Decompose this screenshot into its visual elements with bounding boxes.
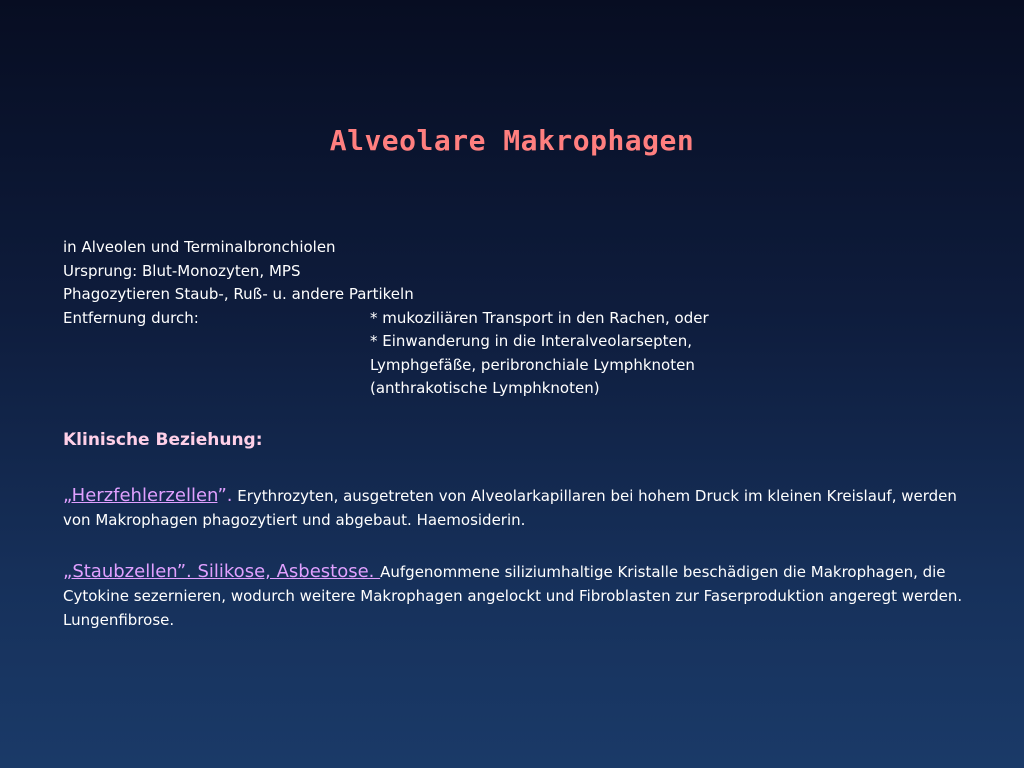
text-line: in Alveolen und Terminalbronchiolen <box>63 238 336 256</box>
paragraph-text: Erythrozyten, ausgetreten von Alveolarkapillaren bei hohem Druck im kleinen Kreislauf, werden von Makrophagen phagozytiert und abgebaut. Haemosiderin. <box>63 487 957 529</box>
text-line: Phagozytieren Staub-, Ruß- u. andere Partikeln <box>63 285 414 303</box>
removal-option-2-note: (anthrakotische Lymphknoten) <box>370 379 600 397</box>
removal-label: Entfernung durch: <box>63 308 199 327</box>
content-block <box>63 236 963 401</box>
herzfehlerzellen-link-tail: ”. <box>217 485 233 506</box>
removal-option-2-cont: Lymphgefäße, peribronchiale Lymphknoten <box>370 355 695 374</box>
section-heading: Klinische Beziehung: <box>63 430 263 450</box>
paragraph-herzfehlerzellen <box>63 484 963 532</box>
paragraph-staubzellen <box>63 560 963 632</box>
removal-row <box>63 307 963 331</box>
removal-option-2: * Einwanderung in die Interalveolarsepten, <box>370 332 693 350</box>
paragraph-text: Aufgenommene siliziumhaltige Kristalle beschädigen die Makrophagen, die Cytokine sezernieren, wodurch weitere Makrophagen angelockt und Fibroblasten zur Faserproduktion angeregt werden. Lungenfibrose. <box>63 563 963 629</box>
removal-option-1: * mukoziliären Transport in den Rachen, oder <box>370 308 709 327</box>
slide-title: Alveolare Makrophagen <box>329 124 695 157</box>
text-line: Ursprung: Blut-Monozyten, MPS <box>63 261 301 280</box>
herzfehlerzellen-link[interactable]: „Herzfehlerzellen <box>63 485 218 506</box>
staubzellen-link[interactable]: „Staubzellen”. Silikose, Asbestose. <box>63 561 381 582</box>
